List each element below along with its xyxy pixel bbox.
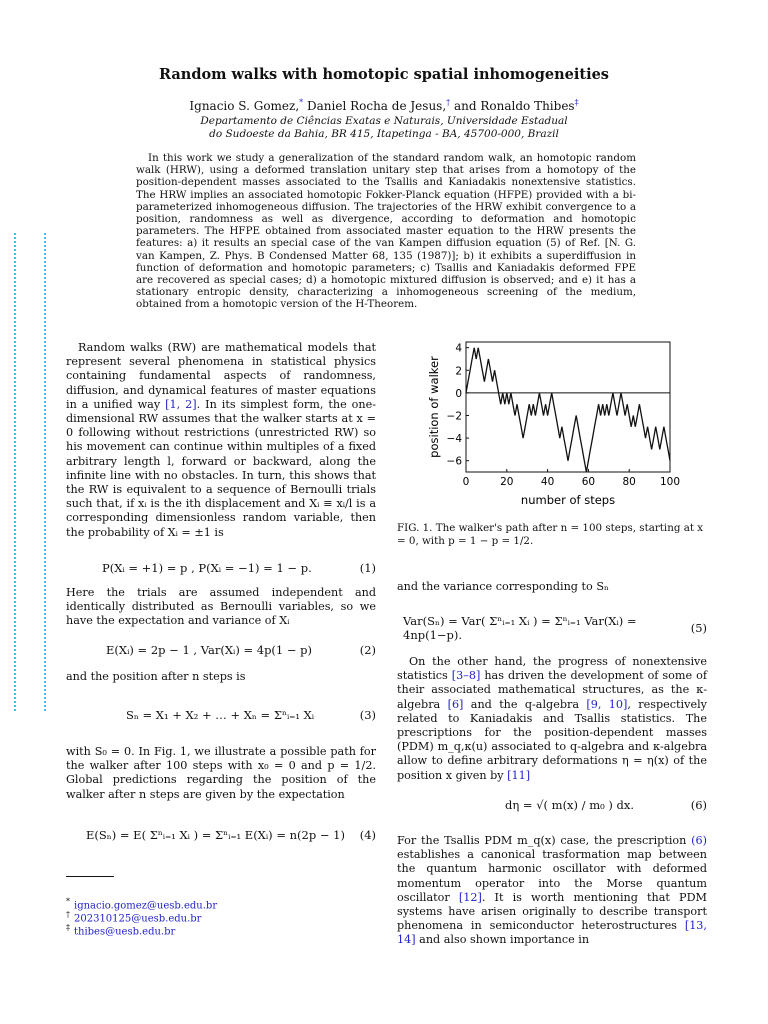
equation-5 [397,614,707,642]
x-tick-label: 20 [500,476,514,488]
margin-marker-box [14,233,46,711]
pdm-text-b: establishes a canonical trasformation map between the quantum harmonic oscillator with deformed momentum operator into the Morse quantum oscillator [397,848,707,904]
citation-link-3-8[interactable]: [3–8] [451,669,481,683]
equation-3-body: Sₙ = X₁ + X₂ + … + Xₙ = Σⁿᵢ₌₁ Xᵢ [126,708,315,722]
footnote-mark-3: ‡ [66,923,70,932]
left-paragraph-4: with S₀ = 0. In Fig. 1, we illustrate a possible path for the walker after 100 steps with x₀ = 0 and p = 1/2. Global predictions regarding the position of the walker after n steps are given by the expectation [66,745,376,801]
left-paragraph-2: Here the trials are assumed independent and identically distributed as Bernoulli variables, so we have the expectation and variance of Xᵢ [66,586,376,628]
y-tick-label: 2 [455,365,462,378]
equation-1 [66,561,376,575]
pdm-text-c: . It is worth mentioning that PDM systems have arisen originally to describe transport phenomena in semiconductor heterostructures [397,890,707,933]
pdm-text-a: For the Tsallis PDM m_q(x) case, the prescription [397,834,687,847]
equation-1-number: (1) [359,561,376,575]
equation-4 [66,828,376,842]
email-link-2[interactable]: 202310125@uesb.edu.br [74,913,202,925]
right-paragraph-2 [397,655,707,783]
nonextensive-text-d: , respectively related to Kaniadakis and Tsallis statistics. The prescriptions for the position-dependent masses (PDM) m_q,κ(u) associated to q-algebra and κ-algebra allow to define arbitrary deformations η = η(x) of the position x given by [397,697,707,782]
abstract: In this work we study a generalization of the standard random walk, an homotopic random walk (HRW), using a deformed translation unitary step that arises from a homotopy of the position-dependent masses associated to the Tsallis and Kaniadakis nonextensive statistics. The HRW implies an associated homotopic Fokker-Planck equation (HFPE) provided with a bi-parameterized inhomogeneous diffusion. The trajectories of the HRW exhibit convergence to a position, randomness as well as divergence, according to deformation and homotopic parameters. The HFPE obtained from associated master equation to the HRW presents the features: a) it results an special case of the van Kampen diffusion equation (5) of Ref. [N. G. van Kampen, Z. Phys. B Condensed Matter 68, 135 (1987)]; b) it exhibits a superdiffusion in function of deformation and homotopic parameters; c) Tsallis and Kaniadakis deformed FPE are recovered as special cases; d) a homotopic mixtured diffusion is observed; and e) it has a stationary entropic density, characterizing a inhomogeneous screening of the medium, obtained from a homotopic version of the H-Theorem. [136,152,636,311]
nonextensive-text-c: and the q-algebra [463,697,580,711]
citation-link-13-14[interactable]: [13, 14] [397,919,707,947]
author-thibes: and Ronaldo Thibes [453,99,575,113]
equation-6-number: (6) [690,798,707,812]
citation-link-11[interactable]: [11] [507,768,531,782]
equation-1-body: P(Xᵢ = +1) = p , P(Xᵢ = −1) = 1 − p. [102,561,312,575]
figure-caption: FIG. 1. The walker's path after n = 100 steps, starting at x = 0, with p = 1 − p = 1/2. [397,522,704,547]
equation-2-body: E(Xᵢ) = 2p − 1 , Var(Xᵢ) = 4p(1 − p) [106,643,313,657]
intro-text-b: . In its simplest form, the one-dimensional RW assumes that the walker starts at x = 0 following without restrictions (unrestricted RW) so his movement can continue within multiples of a fixed arbitrary length l, forward or backward, along the infinite line with no obstacles. In turn, this shows that the RW is equivalent to a sequence of Bernoulli trials such that, if xᵢ is the ith displacement and Xᵢ ≡ xᵢ/l is a corresponding dimensionless random variable, then the probability of Xᵢ = ±1 is [66,397,376,539]
x-tick-label: 60 [581,476,596,488]
x-tick-label: 0 [462,476,470,488]
email-link-3[interactable]: thibes@uesb.edu.br [74,926,176,938]
walker-path-line [466,348,670,472]
equation-3-number: (3) [359,708,376,722]
affiliation-line-2: do Sudoeste da Bahia, BR 415, Itapetinga - BA, 45700-000, Brazil [209,128,559,140]
affiliation-line-1: Departamento de Ciências Exatas e Naturais, Universidade Estadual [200,115,568,127]
email-link-1[interactable]: ignacio.gomez@uesb.edu.br [74,900,218,912]
footnote-mark-1: * [66,897,70,906]
x-tick-label: 80 [622,476,636,488]
right-paragraph-1: and the variance corresponding to Sₙ [397,580,609,593]
equation-4-number: (4) [359,828,376,842]
author-jesus: Daniel Rocha de Jesus, [307,99,447,113]
author-gomez: Ignacio S. Gomez, [189,99,300,113]
equation-4-body: E(Sₙ) = E( Σⁿᵢ₌₁ Xᵢ ) = Σⁿᵢ₌₁ E(Xᵢ) = n(2p − 1) [86,828,345,842]
footnote-rule [66,876,114,877]
random-walk-chart [420,335,700,513]
pdm-text-d: and also shown importance in [415,933,590,947]
equation-ref-6[interactable]: (6) [691,834,707,847]
equation-2 [66,643,376,657]
nonextensive-text-a: On the other hand, the progress of nonextensive statistics [397,655,707,683]
y-axis-label: position of walker [427,356,441,458]
equation-6-body: dη = √( m(x) / m₀ ) dx. [505,798,635,812]
footnote-3 [66,921,175,938]
left-paragraph-1 [66,341,376,540]
x-tick-label: 40 [540,476,555,488]
affiliation [0,115,768,141]
y-tick-label: −4 [446,433,462,446]
y-tick-label: 4 [455,342,462,355]
y-tick-label: 0 [455,387,462,400]
footnote-mark-2: † [66,910,70,919]
y-tick-label: −6 [446,455,462,468]
equation-3 [66,708,376,722]
equation-5-body: Var(Sₙ) = Var( Σⁿᵢ₌₁ Xᵢ ) = Σⁿᵢ₌₁ Var(Xᵢ) = 4np(1−p). [403,614,637,642]
x-axis-label: number of steps [520,493,616,507]
equation-5-number: (5) [690,621,707,635]
author-mark-2[interactable]: † [446,98,451,107]
author-list [0,98,768,113]
right-paragraph-3 [397,834,707,948]
citation-link-6[interactable]: [6] [447,697,464,711]
left-paragraph-3: and the position after n steps is [66,670,246,683]
equation-2-number: (2) [359,643,376,657]
citation-link-12[interactable]: [12] [458,890,482,904]
citation-link-1-2[interactable]: [1, 2] [165,397,197,411]
nonextensive-text-b: has driven the development of some of their associated mathematical structures, as the κ-algebra [397,669,707,711]
paper-title: Random walks with homotopic spatial inhomogeneities [159,66,609,83]
equation-6 [397,798,707,812]
x-tick-label: 100 [659,476,681,488]
citation-link-9-10[interactable]: [9, 10] [586,697,628,711]
author-mark-3[interactable]: ‡ [574,98,579,107]
y-tick-label: −2 [446,410,462,423]
intro-text-a: Random walks (RW) are mathematical models that represent several phenomena in statistical physics containing fundamental aspects of randomness, diffusion, and dynamical features of master equations in a unified way [66,341,376,411]
author-mark-1[interactable]: * [299,98,304,107]
